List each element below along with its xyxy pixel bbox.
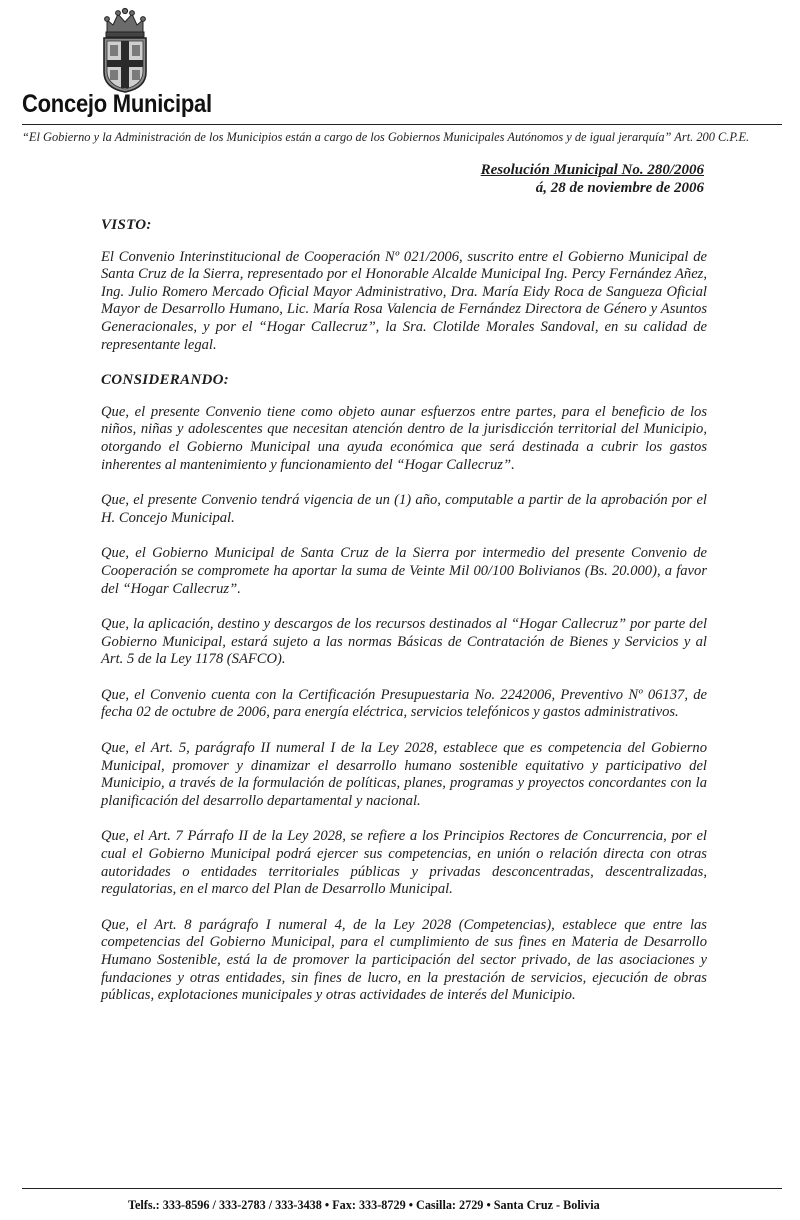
considerando-heading: CONSIDERANDO:	[101, 372, 230, 389]
footer-divider	[22, 1188, 782, 1189]
considerando-paragraph: Que, el Gobierno Municipal de Santa Cruz de la Sierra por intermedio del presente Convenio de Cooperación se compromete ha aportar la suma de Veinte Mil 00/100 Bolivianos (Bs. 20.000), a favor del “Hogar Callecruz”.	[101, 545, 707, 597]
considerando-paragraph: Que, la aplicación, destino y descargos de los recursos destinados al “Hogar Callecruz” por parte del Gobierno Municipal, estará sujeto a las normas Básicas de Contratación de Bienes y Servicios y al Art. 5 de la Ley 1178 (SAFCO).	[101, 616, 707, 668]
considerando-paragraph: Que, el Art. 5, parágrafo II numeral I de la Ley 2028, establece que es competencia del Gobierno Municipal, promover y dinamizar el desarrollo humano sostenible equitativo y participativo del Municipio, a través de la formulación de políticas, planes, programas y proyectos concordantes con la planificación del desarrollo departamental y nacional.	[101, 740, 707, 809]
considerando-paragraph: Que, el Convenio cuenta con la Certificación Presupuestaria No. 2242006, Preventivo Nº 06137, de fecha 02 de octubre de 2006, para energía eléctrica, servicios telefónicos y gastos administrativos.	[101, 686, 707, 721]
resolution-date: á, 28 de noviembre de 2006	[535, 180, 704, 196]
visto-heading: VISTO:	[101, 217, 152, 233]
considerando-paragraph: Que, el presente Convenio tendrá vigencia de un (1) año, computable a partir de la aprobación por el H. Concejo Municipal.	[101, 492, 707, 526]
coat-of-arms-logo	[99, 6, 151, 94]
considerando-paragraph: Que, el presente Convenio tiene como objeto aunar esfuerzos entre partes, para el beneficio de los niños, niñas y adolescentes que necesitan atención dentro de la jurisdicción territorial del Municipio, otorgando el Gobierno Municipal una ayuda económica que será destinada a cubrir los gastos inherentes al mantenimiento y funcionamiento del “Hogar Callecruz”.	[101, 403, 707, 473]
considerando-paragraph: Que, el Art. 7 Párrafo II de la Ley 2028, se refiere a los Principios Rectores de Concurrencia, por el cual el Gobierno Municipal podrá ejercer sus competencias, en unión o relación directa con otras autoridades o entidades territoriales públicas y privadas desconcentradas, descentralizadas, regulatorias, en el marco del Plan de Desarrollo Municipal.	[101, 828, 707, 898]
resolution-block	[481, 161, 704, 197]
footer-contact: Telfs.: 333-8596 / 333-2783 / 333-3438 • Fax: 333-8729 • Casilla: 2729 • Santa Cruz - Bolivia	[128, 1198, 600, 1212]
resolution-number: Resolución Municipal No. 280/2006	[480, 162, 704, 178]
header-divider	[22, 124, 782, 125]
header-motto: “El Gobierno y la Administración de los Municipios están a cargo de los Gobiernos Municipales Autónomos y de igual jerarquía” Art. 200 C.P.E.	[22, 130, 750, 144]
visto-paragraph: El Convenio Interinstitucional de Cooperación Nº 021/2006, suscrito entre el Gobierno Municipal de Santa Cruz de la Sierra, representado por el Honorable Alcalde Municipal Ing. Percy Fernández Añez, Ing. Julio Romero Mercado Oficial Mayor Administrativo, Dra. María Eidy Roca de Sangueza Oficial Mayor de Desarrollo Humano, Lic. María Rosa Valencia de Fernández Directora de Género y Asuntos Generacionales, y por el “Hogar Callecruz”, la Sra. Clotilde Morales Sandoval, en su calidad de representante legal.	[101, 248, 707, 353]
institution-name: Concejo Municipal	[22, 90, 212, 118]
document-body	[101, 217, 707, 1023]
considerando-paragraph: Que, el Art. 8 parágrafo I numeral 4, de la Ley 2028 (Competencias), establece que entre las competencias del Gobierno Municipal, para el cumplimiento de sus fines en Materia de Desarrollo Humano Sostenible, está la de promover la participación del sector privado, de las asociaciones y fundaciones y otras entidades, sin fines de lucro, en la prestación de servicios, ejecución de obras públicas, explotaciones municipales y otras actividades de interés del Municipio.	[101, 916, 707, 1004]
